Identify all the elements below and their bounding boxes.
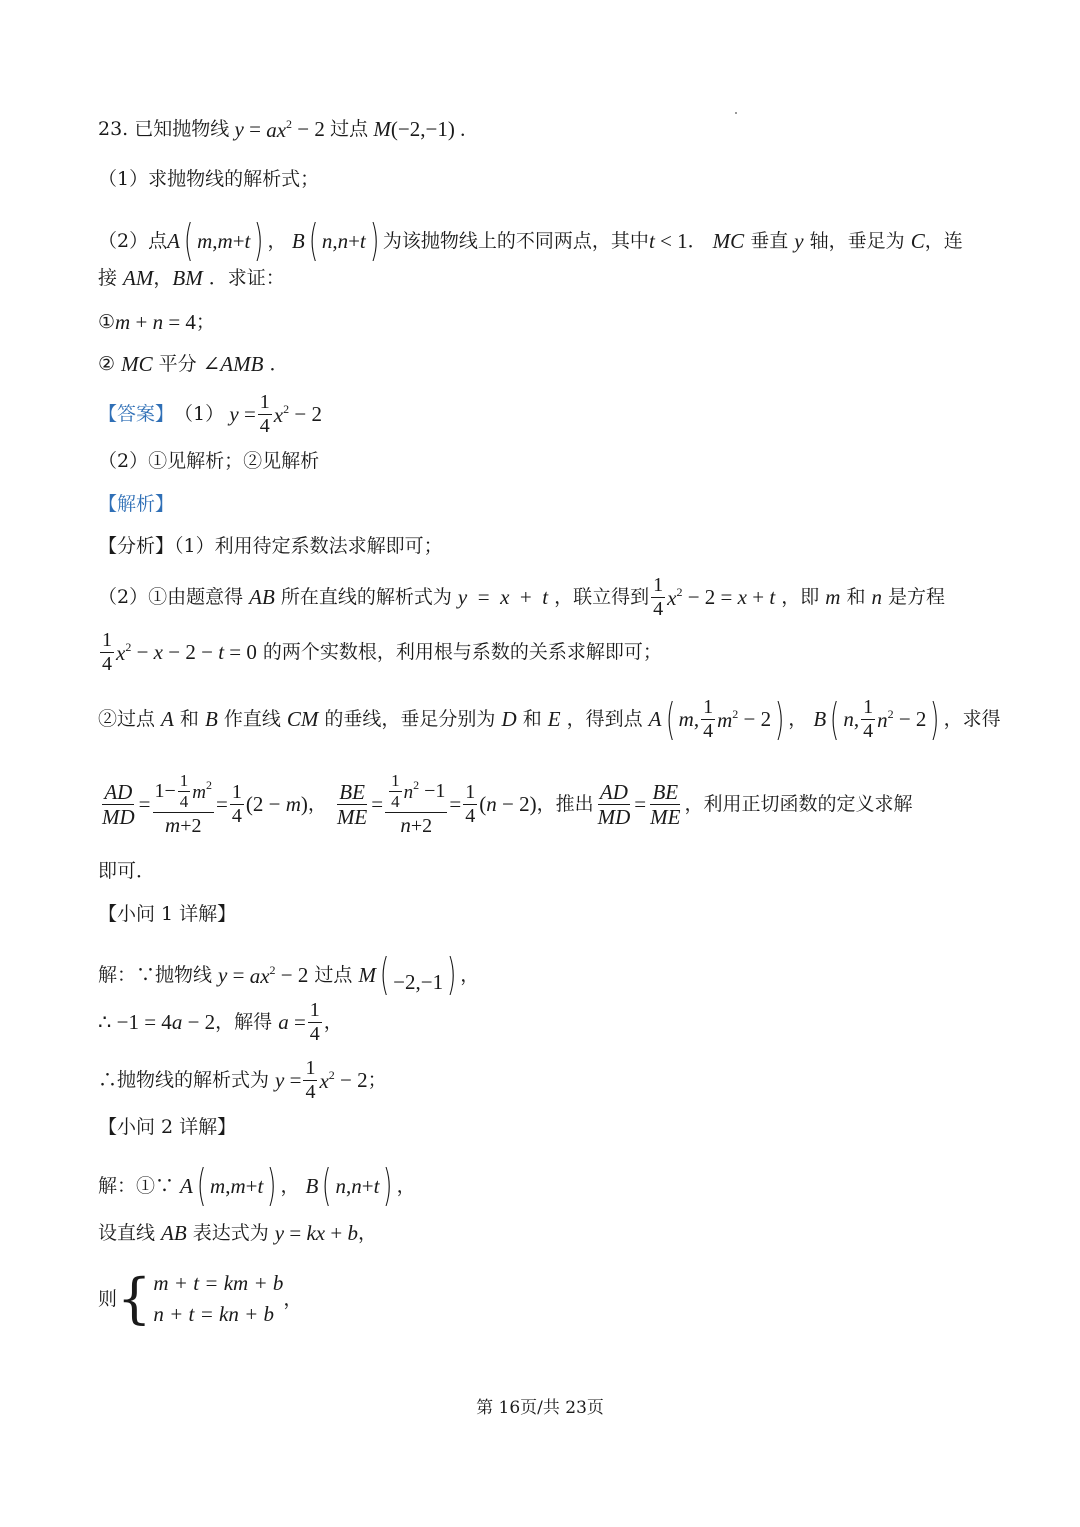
q1-line2: ∴ −1 = 4 a − 2 ，解得 a = $\frac{1}{4}$ ，: [98, 999, 343, 1045]
analysis-part2-line1: （2）①由题意得 AB 所在直线的解析式为 y = x + t ，联立得到 $\frac{1}{4}$ $x^2$ − 2 = x + t ，即 m 和 n 是方程: [98, 574, 946, 620]
equation-2: n + t = kn + b: [153, 1302, 275, 1326]
q2-system: 则 { m + t = km + b n + t = kn + b ，: [98, 1267, 303, 1330]
claim-2: ② MC 平分 ∠ AMB ．: [98, 352, 289, 376]
page-footer: 第 16页/共 23页: [476, 1398, 604, 1418]
analysis-part2-line2: $\frac{1}{4}$ $x^2$ − x − 2 − t = 0 的两个实数根，利用根与系数的关系求解即可；: [102, 629, 662, 675]
q1-line3: ∴抛物线的解析式为 y = $\frac{1}{4}$ $x^2$ − 2 ；: [98, 1057, 387, 1103]
q1-line1: 解：∵抛物线 y = $ax^2$ − 2 过点 M ( −2,−1) ，: [98, 949, 480, 1000]
answer-line1: 【答案】 （1） y = $\frac{1}{4}$ $x^2$ − 2: [98, 391, 322, 437]
analysis-part3-line1: ②过点 A 和 B 作直线 CM 的垂线，垂足分别为 D 和 E ，得到点 A ( m , $\frac{1}{4}$ $m^2$ − 2 ) ， B ( n , $\frac{1}{4}$ $n^2$ − 2 ) ，求得: [98, 693, 1001, 745]
q2-line1: 解：①∵ A ( m , m + t ) ， B ( n , n + t ) ，: [98, 1160, 416, 1211]
q1-tag: 【小问 1 详解】: [98, 903, 237, 925]
analysis-part1: 【分析】（1）利用待定系数法求解即可；: [98, 535, 443, 557]
q2-line2: 设直线 AB 表达式为 y = kx + b ，: [98, 1221, 377, 1245]
claim-1: ① m + n = 4 ；: [98, 310, 215, 334]
part2-line2: 接 AM ， BM ．求证：: [98, 266, 285, 290]
answer-line2: （2）①见解析；②见解析: [98, 450, 320, 472]
analysis-part3-line2: $\frac{AD}{MD}$ = 1− $\frac{1}{4}$ $m^2$ m+2 = $\frac{1}{4}$ (2 − m ) ， $\frac{BE}{ME}$ = $\frac{1}{4}$ $n^2$ −1 n+2 = $\frac{1}{4}$ ( n − 2) ，推出 $\frac{AD}{MD}$ = $\frac{BE}{ME}$ ，利用正切函数的定义求解: [102, 771, 913, 837]
part2-line1: （2）点 A ( m , m + t ) ， B ( n , n + t ) 为该抛物线上的不同两点，其中 t < 1 ． MC 垂直 y 轴，垂足为 C ，连: [98, 215, 963, 266]
problem-stem: 23. 已知抛物线 y = $ax^2$ − 2 过点 M (−2,−1) .: [98, 117, 466, 142]
q2-tag: 【小问 2 详解】: [98, 1116, 237, 1138]
analysis-part3-end: 即可．: [98, 860, 156, 882]
part1: （1）求抛物线的解析式；: [98, 168, 320, 190]
answer-tag: 【答案】: [98, 403, 175, 425]
equation-1: m + t = km + b: [153, 1271, 284, 1295]
analysis-tag: 【解析】: [98, 493, 175, 515]
speck: [735, 112, 737, 114]
